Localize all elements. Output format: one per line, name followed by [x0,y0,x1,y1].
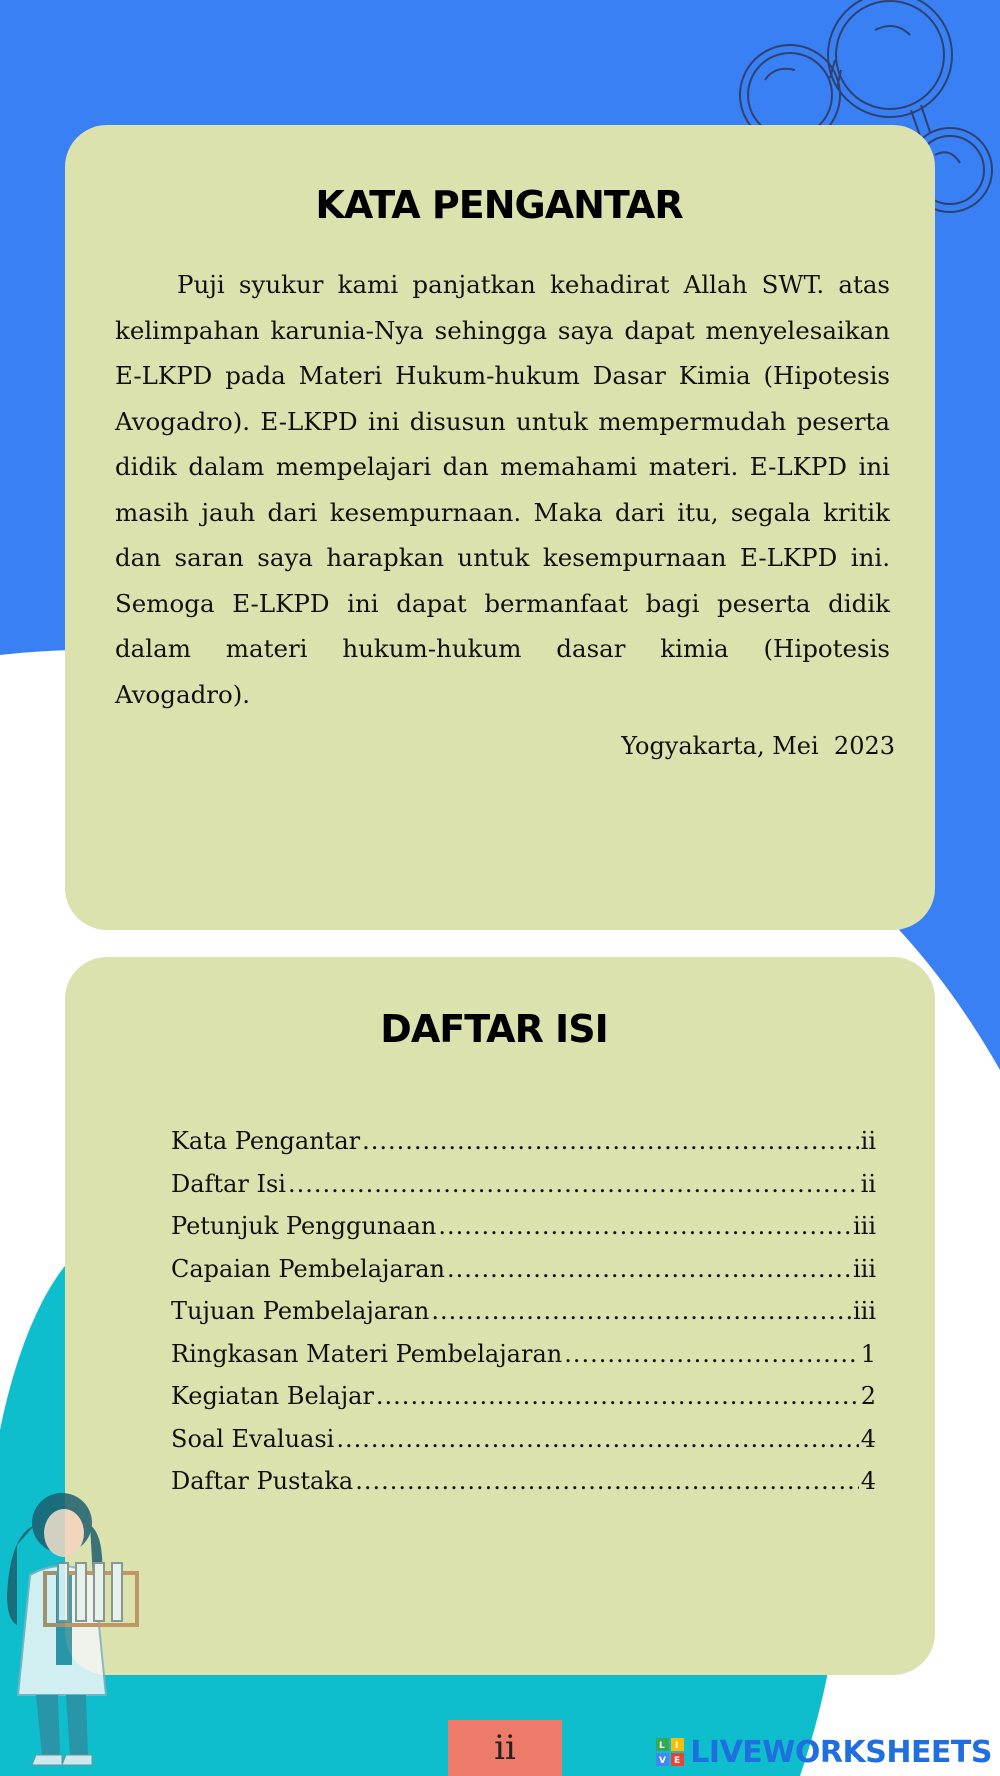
toc-item-page: 4 [860,1424,876,1453]
toc-item-label: Kata Pengantar [171,1127,361,1155]
toc-item[interactable] [171,1120,876,1163]
toc-leader-dots [438,1205,851,1248]
toc-item-label: Petunjuk Penggunaan [171,1212,437,1240]
liveworksheets-logo-icon [656,1738,684,1766]
toc-item[interactable] [171,1205,876,1248]
toc-item-page: ii [860,1127,876,1155]
toc-leader-dots [376,1375,859,1418]
toc-item[interactable] [171,1333,876,1376]
toc-leader-dots [336,1418,858,1461]
toc-item-page: iii [852,1212,876,1240]
svg-text:V: V [659,1756,667,1766]
toc-leader-dots [362,1120,859,1163]
toc-item-label: Daftar Pustaka [171,1467,354,1495]
signature-place-date: Yogyakarta, Mei 2023 [621,732,895,760]
toc-item[interactable] [171,1418,876,1461]
toc-item[interactable] [171,1163,876,1206]
toc-item-page: iii [852,1254,876,1283]
toc-leader-dots [288,1163,859,1206]
toc-item[interactable] [171,1290,876,1333]
toc-item-label: Ringkasan Materi Pembelajaran [171,1339,563,1368]
toc-item-label: Kegiatan Belajar [171,1382,374,1410]
toc-title: DAFTAR ISI [380,1007,608,1052]
intro-title: KATA PENGANTAR [315,183,683,228]
toc-item-page: 4 [860,1467,876,1495]
toc-item-page: 1 [860,1339,876,1368]
toc-item-page: ii [860,1169,876,1198]
brand-name: LIVEWORKSHEETS [690,1734,992,1770]
toc-item-label: Tujuan Pembelajaran [171,1297,430,1325]
toc-item[interactable] [171,1248,876,1291]
toc-card [65,957,935,1675]
toc-item-label: Soal Evaluasi [171,1424,335,1453]
svg-text:E: E [674,1756,681,1766]
toc-item-label: Capaian Pembelajaran [171,1254,445,1283]
toc-leader-dots [564,1333,859,1376]
intro-card [65,125,935,930]
page-number [448,1720,562,1776]
scientist-illustration [0,1465,150,1776]
toc-item[interactable] [171,1460,876,1503]
liveworksheets-brand[interactable] [656,1730,992,1774]
intro-paragraph: Puji syukur kami panjatkan kehadirat Allah SWT. atas kelimpahan karunia-Nya sehingga saya dapat menyelesaikan E-LKPD pada Materi Hukum-hukum Dasar Kimia (Hipotesis Avogadro). E-LKPD ini disusun untuk mempermudah peserta didik dalam mempelajari dan memahami materi. E-LKPD ini masih jauh dari kesempurnaan. Maka dari itu, segala kritik dan saran saya harapkan untuk kesempurnaan E-LKPD ini. Semoga E-LKPD ini dapat bermanfaat bagi peserta didik dalam materi hukum-hukum dasar kimia (Hipotesis Avogadro). [115,270,890,709]
page-number-text: ii [494,1728,516,1768]
toc-item-page: iii [852,1297,876,1325]
toc-leader-dots [355,1460,859,1503]
toc-item-label: Daftar Isi [171,1169,286,1198]
toc-leader-dots [431,1290,851,1333]
toc-item-page: 2 [860,1382,876,1410]
toc-list [171,1120,876,1503]
toc-item[interactable] [171,1375,876,1418]
toc-leader-dots [447,1248,851,1291]
svg-text:L: L [659,1741,666,1751]
svg-text:I: I [675,1741,679,1751]
